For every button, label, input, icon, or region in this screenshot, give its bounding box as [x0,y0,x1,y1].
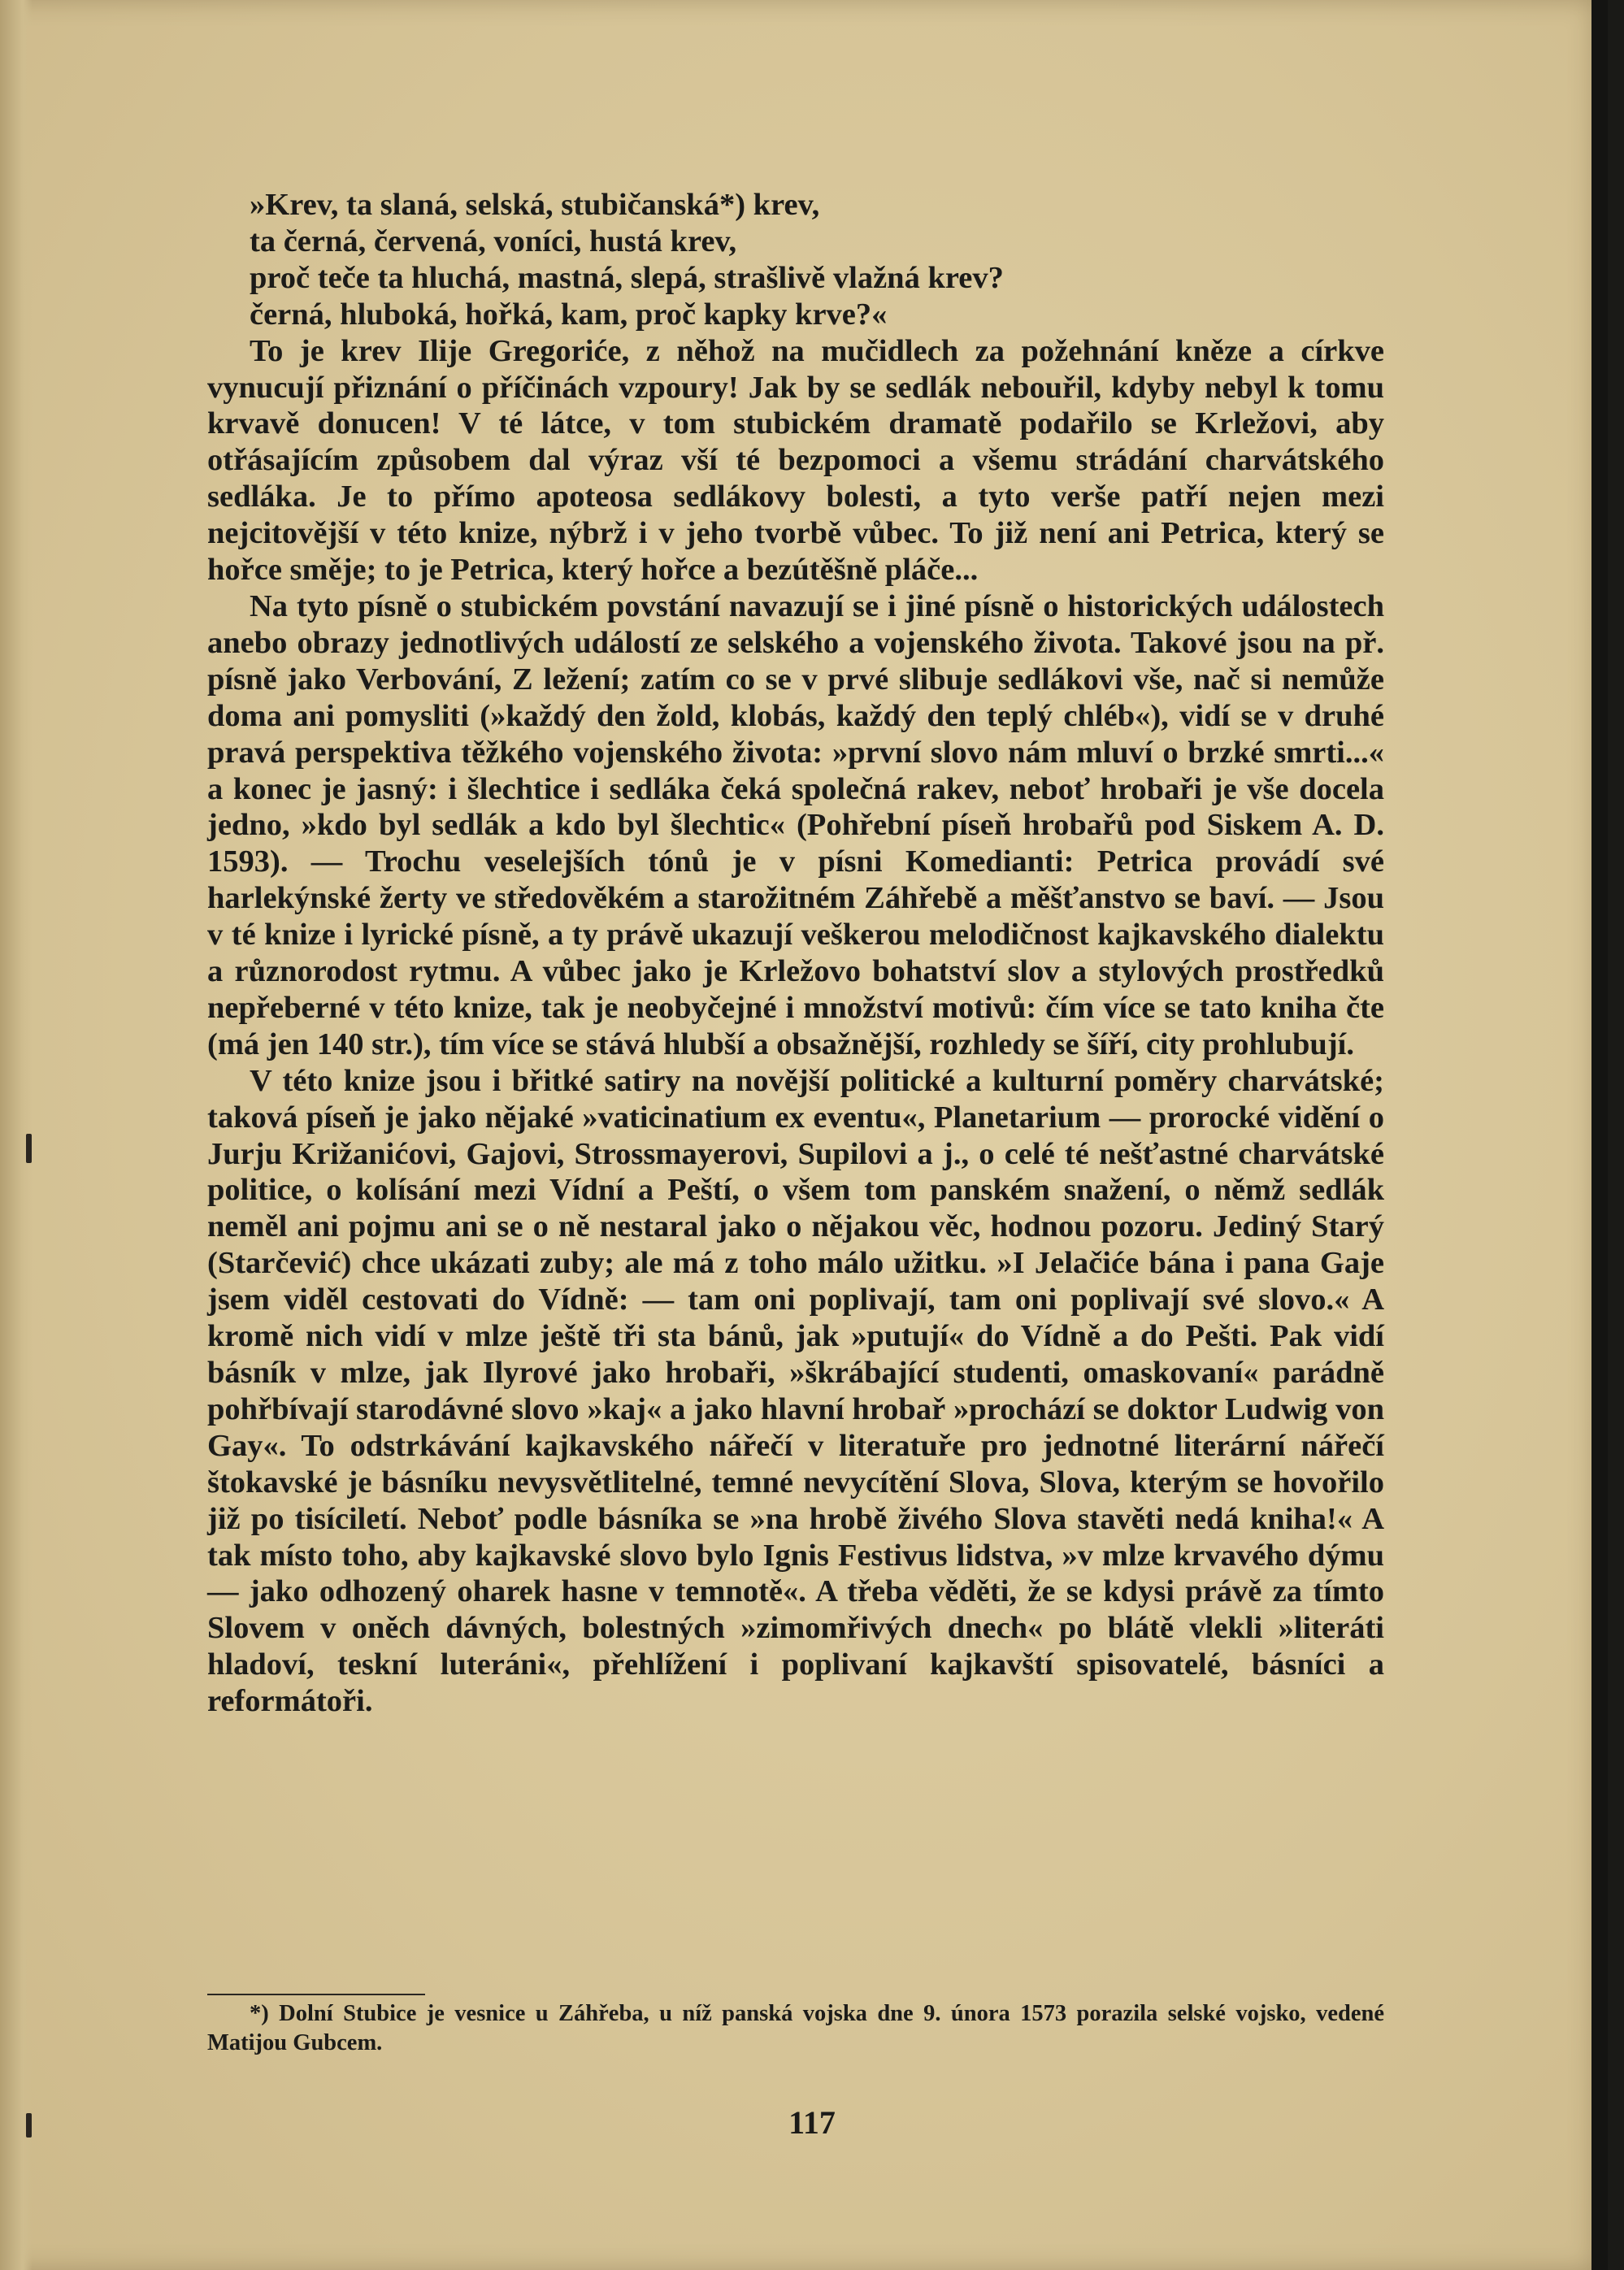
page-number: 117 [788,2104,836,2141]
main-text [207,187,1384,1720]
paragraph: V této knize jsou i břitké satiry na novější politické a kulturní poměry charvátské; taková píseň je jako nějaké »vaticinatium ex eventu«, Planetarium — prorocké vidění o Jurju Križanićovi, Gajovi, Strossmayerovi, Supilovi a j., o celé té nešťastné charvátské politice, o kolísání mezi Vídní a Peští, o všem tom panském snažení, o němž sedlák neměl ani pojmu ani se o ně nestaral jako o nějakou věc, hodnou pozoru. Jediný Starý (Starčević) chce ukázati zuby; ale má z toho málo užitku. »I Jelačiće bána i pana Gaje jsem viděl cestovati do Vídně: — tam oni poplivají, tam oni poplivají své slovo.« A kromě nich vidí v mlze ještě tři sta bánů, jak »putují« do Vídně a do Pešti. Pak vidí básník v mlze, jak Ilyrové jako hrobaři, »škrábající studenti, omaskovaní« parádně pohřbívají starodávné slovo »kaj« a jako hlavní hrobař »prochází se doktor Ludwig von Gay«. To odstrkávání kajkavského nářečí v literatuře pro jednotné literární nářečí štokavské je básníku nevysvětlitelné, temné nevycítění Slova, Slova, kterým se hovořilo již po tisíciletí. Neboť podle básníka se »na hrobě živého Slova stavěti nedá kniha!« A tak místo toho, aby kajkavské slovo bylo Ignis Festivus lidstva, »v mlze krvavého dýmu — jako odhozený oharek hasne v temnotě«. A třeba věděti, že se kdysi právě za tímto Slovem v oněch dávných, bolestných »zimomřivých dnech« po blátě vlekli »literáti hladoví, teskní luteráni«, přehlížení i poplivaní kajkavští spisovatelé, básníci a reformátoři. [207,1063,1384,1719]
margin-mark [26,1134,32,1163]
poem-line: černá, hluboká, hořká, kam, proč kapky krve?« [250,297,888,332]
poem-line: proč teče ta hluchá, mastná, slepá, strašlivě vlažná krev? [250,260,1004,295]
paragraph: To je krev Ilije Gregoriće, z něhož na mučidlech za požehnání kněze a církve vynucují přiznání o příčinách vzpoury! Jak by se sedlák nebouřil, kdyby nebyl k tomu krvavě donucen! V té látce, v tom stubickém dramatě podařilo se Krležovi, aby otřásajícím způsobem dal výraz vší té bezpomoci a všemu strádání charvátského sedláka. Je to přímo apoteosa sedlákovy bolesti, a tyto verše patří nejen mezi nejcitovější v této knize, nýbrž i v jeho tvorbě vůbec. To již není ani Petrica, který se hořce směje; to je Petrica, který hořce a bezútěšně pláče... [207,333,1384,588]
page-edge [1591,0,1608,2270]
poem-quote [250,187,1384,333]
paragraph: Na tyto písně o stubickém povstání navazují se i jiné písně o historických událostech anebo obrazy jednotlivých událostí ze selského a vojenského života. Takové jsou na př. písně jako Verbování, Z ležení; zatím co se v prvé slibuje sedlákovi vše, nač si nemůže doma ani pomysliti (»každý den žold, klobás, každý den teplý chléb«), vidí se v druhé pravá perspektiva těžkého vojenského života: »první slovo nám mluví o brzké smrti...« a konec je jasný: i šlechtice i sedláka čeká společná rakev, neboť hrobaři je vše docela jedno, »kdo byl sedlák a kdo byl šlechtic« (Pohřební píseň hrobařů pod Siskem A. D. 1593). — Trochu veselejších tónů je v písni Komedianti: Petrica provádí své harlekýnské žerty ve středověkém a starožitném Záhřebě a měšťanstvo se baví. — Jsou v té knize i lyrické písně, a ty právě ukazují veškerou melodičnost kajkavského dialektu a různorodost rytmu. A vůbec jako je Krležovo bohatství slov a stylových prostředků nepřeberné v této knize, tak je neobyčejné i množství motivů: čím více se tato kniha čte (má jen 140 str.), tím více se stává hlubší a obsažnější, rozhledy se šíří, city prohlubují. [207,588,1384,1061]
poem-line: »Krev, ta slaná, selská, stubičanská*) krev, [250,188,820,222]
footnote-divider [207,1994,425,1995]
footnote: *) Dolní Stubice je vesnice u Záhřeba, u níž panská vojska dne 9. února 1573 porazila selské vojsko, vedené Matijou Gubcem. [207,2001,1384,2055]
poem-line: ta černá, červená, voníci, hustá krev, [250,224,737,258]
